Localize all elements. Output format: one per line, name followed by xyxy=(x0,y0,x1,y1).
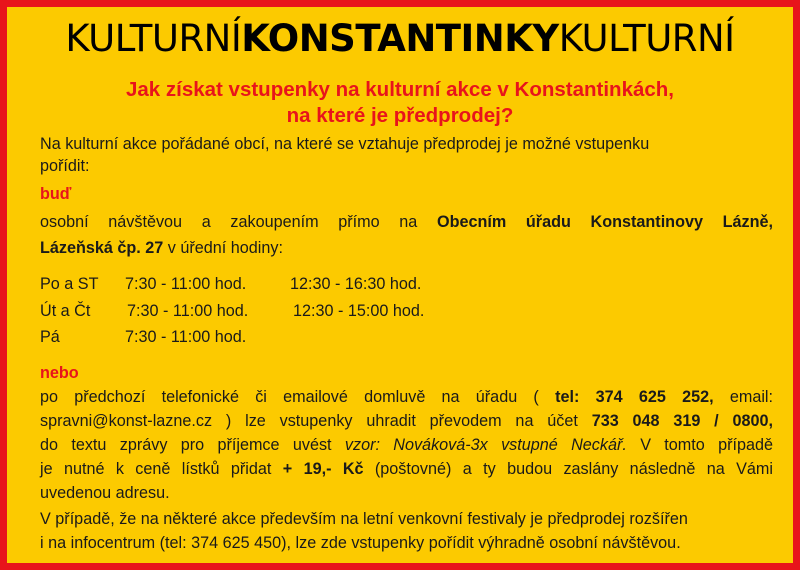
header-word-center: KONSTANTINKY xyxy=(241,17,559,60)
footer-line-2: i na infocentrum (tel: 374 625 450), lze zde vstupenky pořídit výhradně osobní návštěvou. xyxy=(40,534,681,552)
option2-line-3 xyxy=(40,435,773,456)
bank-account: 733 048 319 / 0800, xyxy=(591,412,773,430)
intro-line-1: Na kulturní akce pořádané obcí, na které se vztahuje předprodej je možné vstupenku xyxy=(40,135,650,153)
office-hours-intro: v úřední hodiny: xyxy=(167,239,283,257)
option1-line-2 xyxy=(40,238,283,259)
option2-line-5: uvedenou adresu. xyxy=(40,484,170,502)
email-label: email: xyxy=(729,388,774,406)
header-word-right: KULTURNÍ xyxy=(558,17,735,60)
option2-text: po předchozí telefonické či emailové domluvě na úřadu ( xyxy=(40,388,539,406)
hours-row xyxy=(40,301,740,322)
page-title xyxy=(7,77,793,129)
title-line-1: Jak získat vstupenky na kulturní akce v Konstantinkách, xyxy=(125,78,674,101)
postage-text-continued: (poštovné) a ty budou zaslány následně na Vámi xyxy=(374,460,774,478)
hours-morning: 7:30 - 11:00 hod. xyxy=(125,328,247,346)
office-phone: tel: 374 625 252, xyxy=(555,388,714,406)
hours-day: Po a ST xyxy=(40,275,99,293)
office-address: Lázeňská čp. 27 xyxy=(40,239,164,257)
hours-row xyxy=(40,327,740,348)
payment-note-text: do textu zprávy pro příjemce uvést xyxy=(40,436,332,454)
hours-day: Pá xyxy=(40,328,60,346)
option2-line-2 xyxy=(40,411,773,432)
option2-label: nebo xyxy=(40,364,79,382)
option1-label: buď xyxy=(40,185,72,203)
footer-line-1: V případě, že na některé akce především na letní venkovní festivaly je předprodej rozšířen xyxy=(40,510,688,528)
option1-line-1 xyxy=(40,212,773,233)
postage-text: je nutné k ceně lístků přidat xyxy=(40,460,272,478)
office-name: Obecním úřadu Konstantinovy Lázně, xyxy=(436,213,774,231)
hours-morning: 7:30 - 11:00 hod. xyxy=(127,302,249,320)
option1-text: osobní návštěvou a zakoupením přímo na xyxy=(40,213,418,231)
hours-afternoon: 12:30 - 15:00 hod. xyxy=(293,302,425,320)
hours-morning: 7:30 - 11:00 hod. xyxy=(125,275,247,293)
header-banner xyxy=(7,17,793,61)
title-line-2: na které je předprodej? xyxy=(286,104,514,127)
header-word-left: KULTURNÍ xyxy=(65,17,242,60)
hours-day: Út a Čt xyxy=(40,302,91,320)
email-and-transfer-text: spravni@konst-lazne.cz ) lze vstupenky uhradit převodem na účet xyxy=(40,412,578,430)
option2-line-4 xyxy=(40,459,773,480)
hours-row xyxy=(40,274,740,295)
postage-fee: + 19,- Kč xyxy=(282,460,364,478)
hours-afternoon: 12:30 - 16:30 hod. xyxy=(290,275,422,293)
intro-line-2: pořídit: xyxy=(40,157,90,175)
payment-note-example: vzor: Nováková-3x vstupné Neckář. xyxy=(344,436,627,454)
option2-line-1 xyxy=(40,387,773,408)
payment-note-continued: V tomto případě xyxy=(640,436,774,454)
